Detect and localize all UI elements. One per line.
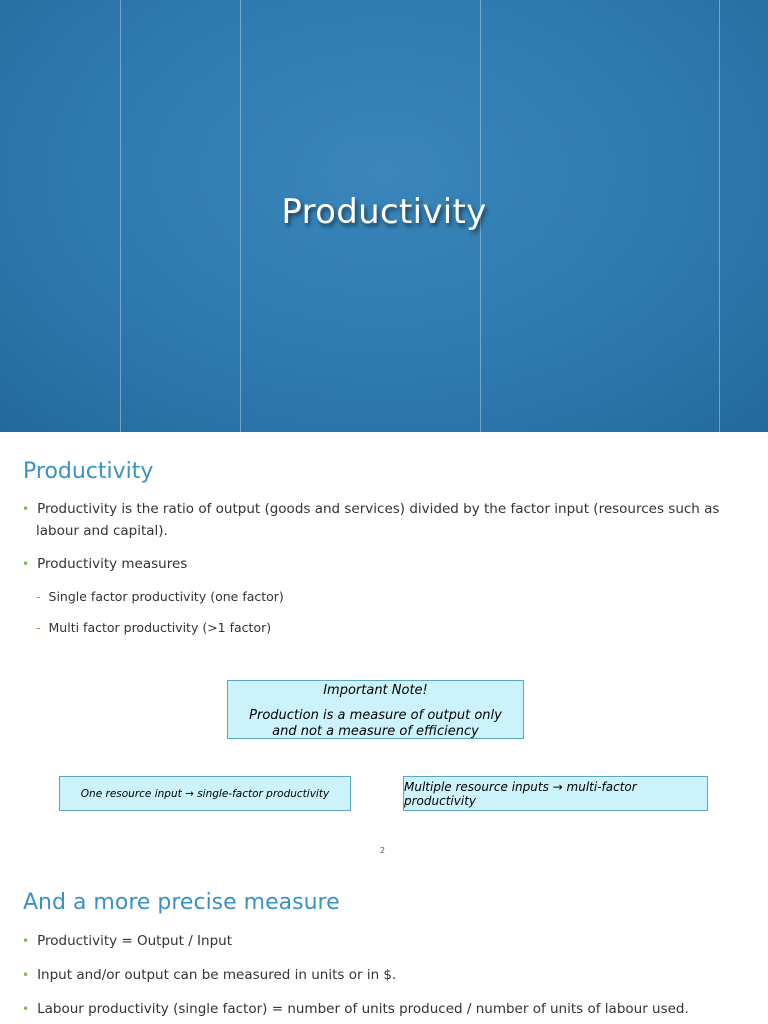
bullet-dot-icon: • [22, 968, 30, 982]
important-note-box [227, 680, 524, 739]
page-number: 2 [380, 846, 386, 855]
sub-bullet-item: - Single factor productivity (one factor) [36, 589, 284, 604]
multi-factor-box: Multiple resource inputs → multi-factor productivity [403, 776, 708, 811]
bullet-item: • Input and/or output can be measured in units or in $. [22, 967, 397, 983]
content-slide [0, 432, 768, 1024]
dash-icon: - [36, 589, 41, 604]
bullet-item: • Productivity is the ratio of output (goods and services) divided by the factor input (resources such as labour and capital). [22, 501, 720, 539]
bullet-item: • Productivity measures [22, 556, 188, 572]
bullet-dot-icon: • [22, 557, 30, 571]
bullet-item: • Labour productivity (single factor) = number of units produced / number of units of labour used. [22, 1001, 689, 1017]
slide-title: Productivity [281, 192, 487, 232]
sub-bullet-item: - Multi factor productivity (>1 factor) [36, 620, 272, 635]
slide-heading: Productivity [23, 459, 154, 484]
single-factor-box: One resource input → single-factor productivity [59, 776, 351, 811]
bullet-item: • Productivity = Output / Input [22, 933, 232, 949]
bullet-dot-icon: • [22, 934, 30, 948]
note-body: Production is a measure of output only and not a measure of efficiency [249, 708, 502, 739]
note-title: Important Note! [323, 683, 428, 698]
title-slide [0, 0, 768, 432]
bullet-dot-icon: • [22, 502, 30, 516]
dash-icon: - [36, 620, 41, 635]
slide-heading-2: And a more precise measure [23, 890, 340, 915]
bullet-dot-icon: • [22, 1002, 30, 1016]
